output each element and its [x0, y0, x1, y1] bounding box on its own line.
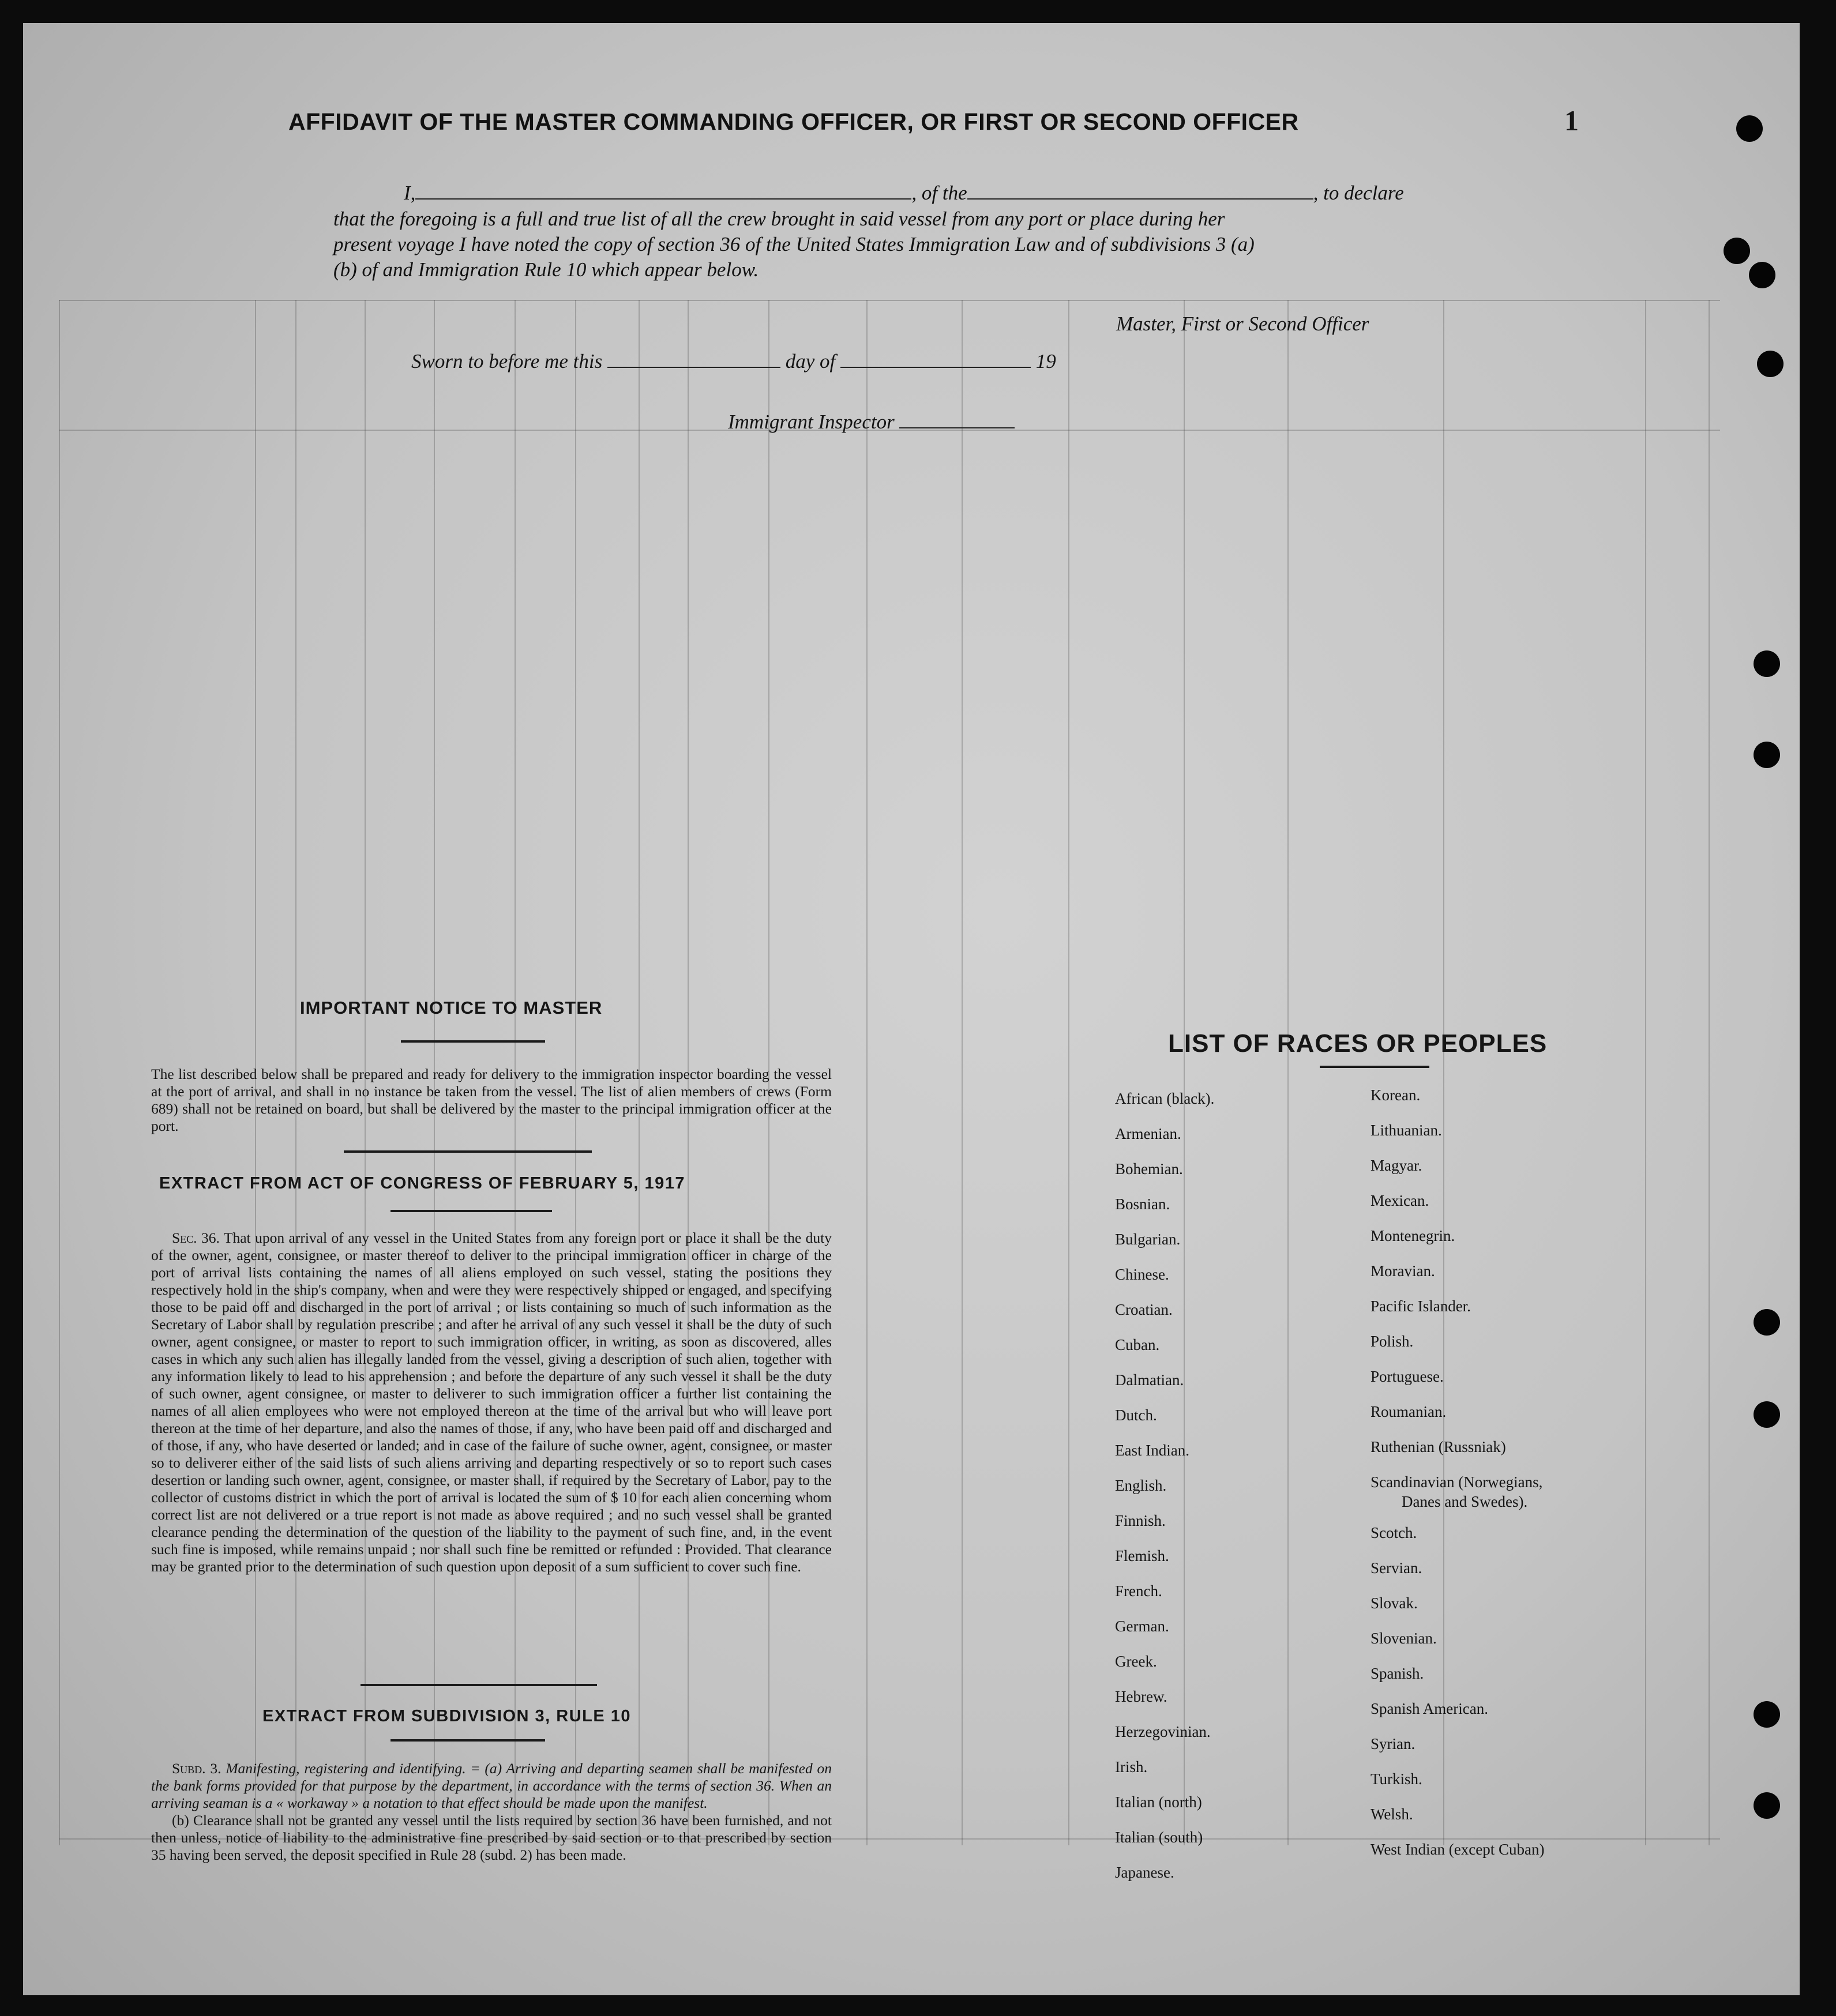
race-item: Chinese.	[1115, 1266, 1169, 1283]
race-item: Greek.	[1115, 1653, 1157, 1670]
sworn-date-blank[interactable]	[607, 366, 780, 368]
race-item: Bosnian.	[1115, 1195, 1170, 1213]
race-item: Turkish.	[1371, 1770, 1422, 1788]
notice-rule	[401, 1040, 545, 1043]
punch-hole	[1724, 238, 1750, 264]
race-item: East Indian.	[1115, 1442, 1189, 1459]
race-item: Magyar.	[1371, 1157, 1422, 1174]
race-item: Welsh.	[1371, 1806, 1413, 1823]
race-item: Mexican.	[1371, 1192, 1429, 1209]
race-item: Slovak.	[1371, 1594, 1418, 1612]
name-blank[interactable]	[415, 198, 911, 200]
declaration-line-4: (b) of and Immigration Rule 10 which appear below.	[333, 258, 759, 281]
race-item: Spanish.	[1371, 1665, 1424, 1682]
notice-title: IMPORTANT NOTICE TO MASTER	[300, 998, 603, 1018]
race-item: German.	[1115, 1618, 1169, 1635]
race-item: Moravian.	[1371, 1262, 1435, 1280]
race-item: West Indian (except Cuban)	[1371, 1841, 1545, 1858]
race-item: Spanish American.	[1371, 1700, 1488, 1717]
act-extract-title: EXTRACT FROM ACT OF CONGRESS OF FEBRUARY 5, 1917	[159, 1174, 686, 1193]
sworn-line: Sworn to before me this day of 19	[411, 350, 1056, 373]
race-item: Japanese.	[1115, 1864, 1174, 1881]
act-extract-rule	[391, 1210, 552, 1212]
race-item: French.	[1115, 1582, 1162, 1600]
inspector-signature-blank[interactable]	[899, 427, 1015, 428]
race-item: Pacific Islander.	[1371, 1297, 1471, 1315]
page-number: 1	[1564, 104, 1579, 137]
rule-extract-title: EXTRACT FROM SUBDIVISION 3, RULE 10	[262, 1707, 632, 1725]
act-extract-body: Sec. 36. That upon arrival of any vessel in the United States from any foreign port or place it shall be the duty of the owner, agent, consignee, or master thereof to deliver to the principal immigration officer in charge of the port of arrival lists containing the names of all aliens employed on such vessel, stating the positions they respectively hold in the ship's company, when and were they were respectively shipped or engaged, and specifying those to be paid off and discharged in the port of arrival ; or lists containing so much of such information as the Secretary of Labor shall by regulation prescribe ; and after he arrival of any such vessel it shall be the duty of such owner, agent consignee, or master to report to such immigration officer, in writing, as soon as discovered, alles cases in which any such alien has illegally landed from the vessel, giving a description of such alien, together with any information likely to lead to his apprehension ; and before the departure of any such vessel it shall be the duty of such owner, agent consignee, or master to deliverer to such immigration officer a further list containing the names of all alien employees who were not employed thereon at the time of the arrival but who will leave port thereon at the time of her departure, and also the names of those, if any, who have been paid off and discharged and of those, if any, who have deserted or landed; and in case of the failure of suche owner, agent, consignee, or master so to deliverer either of the said lists of such aliens arriving and departing respectively or so to report such cases desertion or landing such owner, agent, consignee, or master shall, if required by the Secretary of Labor, pay to the collector of customs district in which the port of arrival is located the sum of $ 10 for each alien concerning whom correct list are not delivered or a true report is not made as above required ; and no such vessel shall be granted clearance pending the determination of the question of the liability to the payment of such fine, and, in the event such fine is imposed, while remains unpaid ; nor shall such fine be remitted or refunded : Provided. That clearance may be granted prior to the determination of such question upon deposit of a sum sufficient to cover such fine.	[151, 1229, 832, 1575]
declaration-line-2: that the foregoing is a full and true list of all the crew brought in said vessel from any port or place during her	[333, 208, 1225, 230]
races-rule	[1320, 1066, 1429, 1068]
document-sheet	[23, 23, 1800, 1995]
race-item: Hebrew.	[1115, 1688, 1167, 1705]
race-item: Flemish.	[1115, 1547, 1169, 1564]
rule-extract-rule	[391, 1739, 545, 1742]
race-item: Scandinavian (Norwegians,	[1371, 1473, 1543, 1491]
notice-bottom-rule	[344, 1150, 592, 1153]
race-item: Dutch.	[1115, 1406, 1157, 1424]
punch-hole	[1736, 115, 1763, 142]
race-item: Ruthenian (Russniak)	[1371, 1438, 1506, 1455]
race-item: Roumanian.	[1371, 1403, 1447, 1420]
punch-hole	[1754, 650, 1780, 677]
punch-hole	[1754, 742, 1780, 768]
race-item: Finnish.	[1115, 1512, 1166, 1529]
inspector-label: Immigrant Inspector	[728, 411, 1015, 434]
races-title: LIST OF RACES OR PEOPLES	[1168, 1029, 1548, 1058]
declaration-line-1: I, , of the , to declare	[404, 182, 1404, 204]
race-item: Polish.	[1371, 1333, 1414, 1350]
race-item: Bohemian.	[1115, 1160, 1183, 1178]
race-item: African (black).	[1115, 1090, 1215, 1107]
race-item: Korean.	[1371, 1086, 1421, 1104]
race-item: Servian.	[1371, 1559, 1422, 1577]
race-item: Cuban.	[1115, 1336, 1160, 1353]
race-item: Lithuanian.	[1371, 1122, 1442, 1139]
rule-para-a: Subd. 3. Manifesting, registering and identifying. = (a) Arriving and departing seamen shall be manifested on the bank forms provided for that purpose by the department, in accordance with the terms of section 36. When an arriving seaman is a « workaway » a notation to that effect should be made upon the manifest.	[151, 1760, 832, 1811]
race-item: Scotch.	[1371, 1524, 1417, 1541]
race-item: Syrian.	[1371, 1735, 1416, 1752]
declaration-line-3: present voyage I have noted the copy of section 36 of the United States Immigration Law and of subdivisions 3 (a)	[333, 233, 1255, 255]
rule-extract-body	[151, 1760, 832, 1864]
race-item: Dalmatian.	[1115, 1371, 1184, 1389]
race-item: Herzegovinian.	[1115, 1723, 1211, 1740]
act-extract-bottom-rule	[361, 1684, 597, 1686]
race-item: Montenegrin.	[1371, 1227, 1455, 1244]
punch-hole	[1757, 351, 1784, 377]
race-item: Irish.	[1115, 1758, 1148, 1776]
race-item: Bulgarian.	[1115, 1231, 1181, 1248]
affidavit-title: AFFIDAVIT OF THE MASTER COMMANDING OFFICER, OR FIRST OR SECOND OFFICER	[288, 108, 1299, 135]
race-item: Danes and Swedes).	[1402, 1493, 1528, 1510]
race-item: Italian (north)	[1115, 1793, 1202, 1811]
rule-para-b: (b) Clearance shall not be granted any vessel until the lists required by section 36 have been furnished, and not then unless, notice of liability to the administrative fine prescribed by said section or to that prescribed by section 35 having been served, the deposit specified in Rule 28 (subd. 2) has been made.	[151, 1812, 832, 1863]
race-item: Slovenian.	[1371, 1630, 1437, 1647]
race-item: Croatian.	[1115, 1301, 1173, 1318]
punch-hole	[1754, 1401, 1780, 1428]
punch-hole	[1749, 262, 1775, 288]
race-item: English.	[1115, 1477, 1167, 1494]
race-item: Portuguese.	[1371, 1368, 1444, 1385]
race-item: Italian (south)	[1115, 1829, 1203, 1846]
notice-body: The list described below shall be prepared and ready for delivery to the immigration inspector boarding the vessel at the port of arrival, and shall in no instance be taken from the vessel. The list of alien members of crews (Form 689) shall not be retained on board, but shall be delivered by the master to the principal immigration officer at the port.	[151, 1066, 832, 1134]
punch-hole	[1754, 1701, 1780, 1728]
vessel-blank[interactable]	[967, 198, 1313, 200]
sworn-month-blank[interactable]	[840, 366, 1031, 368]
master-signature-label: Master, First or Second Officer	[1116, 313, 1369, 335]
punch-hole	[1754, 1792, 1780, 1819]
race-item: Armenian.	[1115, 1125, 1181, 1142]
punch-hole	[1754, 1309, 1780, 1336]
